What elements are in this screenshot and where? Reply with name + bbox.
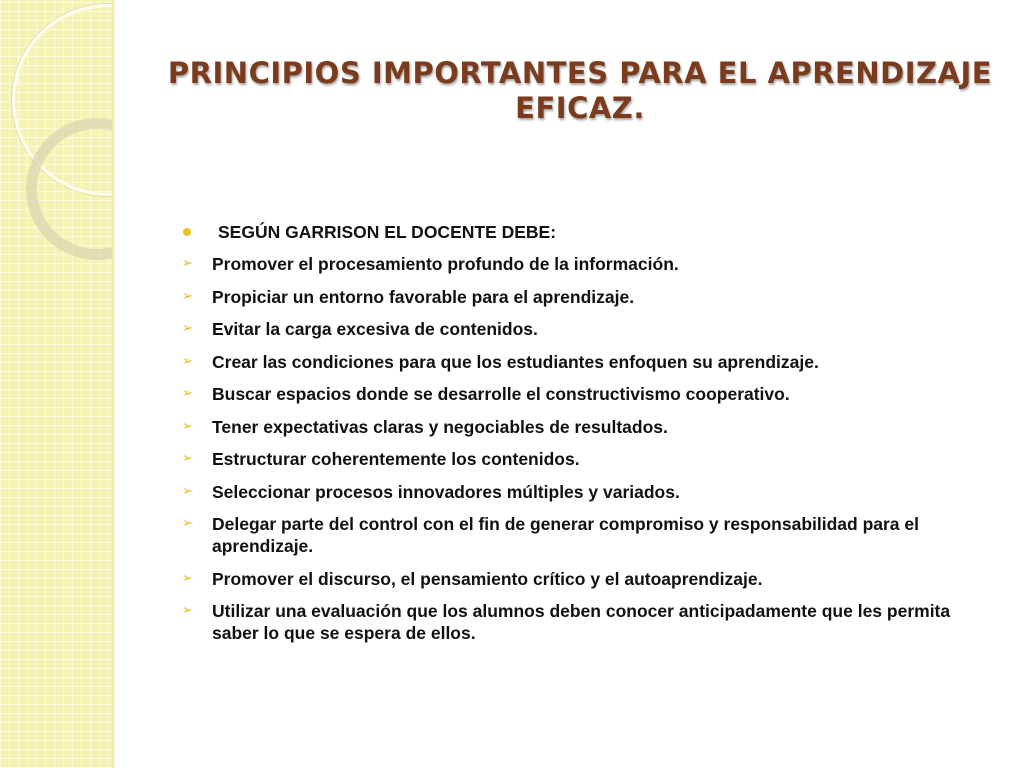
list-item — [180, 448, 990, 470]
list-item-text: Promover el discurso, el pensamiento crítico y el autoaprendizaje. — [212, 568, 763, 589]
slide-title: PRINCIPIOS IMPORTANTES PARA EL APRENDIZAJE EFICAZ. — [167, 56, 993, 125]
arrow-bullet-icon: ➢ — [182, 386, 193, 401]
list-item-text: Delegar parte del control con el fin de generar compromiso y responsabilidad para el aprendizaje. — [212, 514, 919, 556]
list-item-text: Tener expectativas claras y negociables de resultados. — [212, 416, 668, 437]
arrow-bullet-icon: ➢ — [182, 321, 193, 336]
list-item — [180, 253, 990, 275]
arrow-bullet-icon: ➢ — [182, 570, 193, 586]
list-item — [180, 318, 990, 340]
arrow-bullet-icon: ➢ — [182, 418, 193, 434]
arrow-bullet-icon: ➢ — [182, 256, 193, 271]
bullet-heading — [180, 221, 990, 243]
decorative-side-band — [0, 0, 112, 768]
arrow-bullet-icon: ➢ — [182, 451, 193, 466]
list-item-text: Crear las condiciones para que los estudiantes enfoquen su aprendizaje. — [212, 351, 819, 372]
list-item-text: Evitar la carga excesiva de contenidos. — [212, 319, 538, 339]
arrow-bullet-icon: ➢ — [182, 516, 193, 531]
list-item-text: Utilizar una evaluación que los alumnos deben conocer anticipadamente que les permita saber lo que se espera de ellos. — [212, 601, 951, 643]
list-item — [180, 383, 990, 405]
list-item — [180, 568, 990, 590]
list-item — [180, 513, 990, 557]
arrow-bullet-icon: ➢ — [182, 288, 193, 304]
bullet-list — [180, 253, 990, 644]
list-item — [180, 286, 990, 308]
list-item — [180, 481, 990, 503]
list-item-text: Estructurar coherentemente los contenidos. — [212, 449, 580, 469]
slide-content — [180, 221, 990, 655]
list-item — [180, 416, 990, 438]
arrow-bullet-icon: ➢ — [182, 483, 193, 499]
list-item — [180, 600, 990, 644]
list-item-text: Promover el procesamiento profundo de la información. — [212, 254, 679, 274]
arrow-bullet-icon: ➢ — [182, 353, 193, 369]
round-bullet-icon — [183, 228, 191, 236]
list-item-text: Buscar espacios donde se desarrolle el constructivismo cooperativo. — [212, 384, 790, 404]
list-item-text: Propiciar un entorno favorable para el aprendizaje. — [212, 286, 635, 307]
list-item — [180, 351, 990, 373]
list-item-text: Seleccionar procesos innovadores múltiples y variados. — [212, 481, 680, 502]
side-band-edge — [112, 0, 116, 768]
arrow-bullet-icon: ➢ — [182, 603, 193, 618]
heading-text: SEGÚN GARRISON EL DOCENTE DEBE: — [218, 222, 557, 242]
